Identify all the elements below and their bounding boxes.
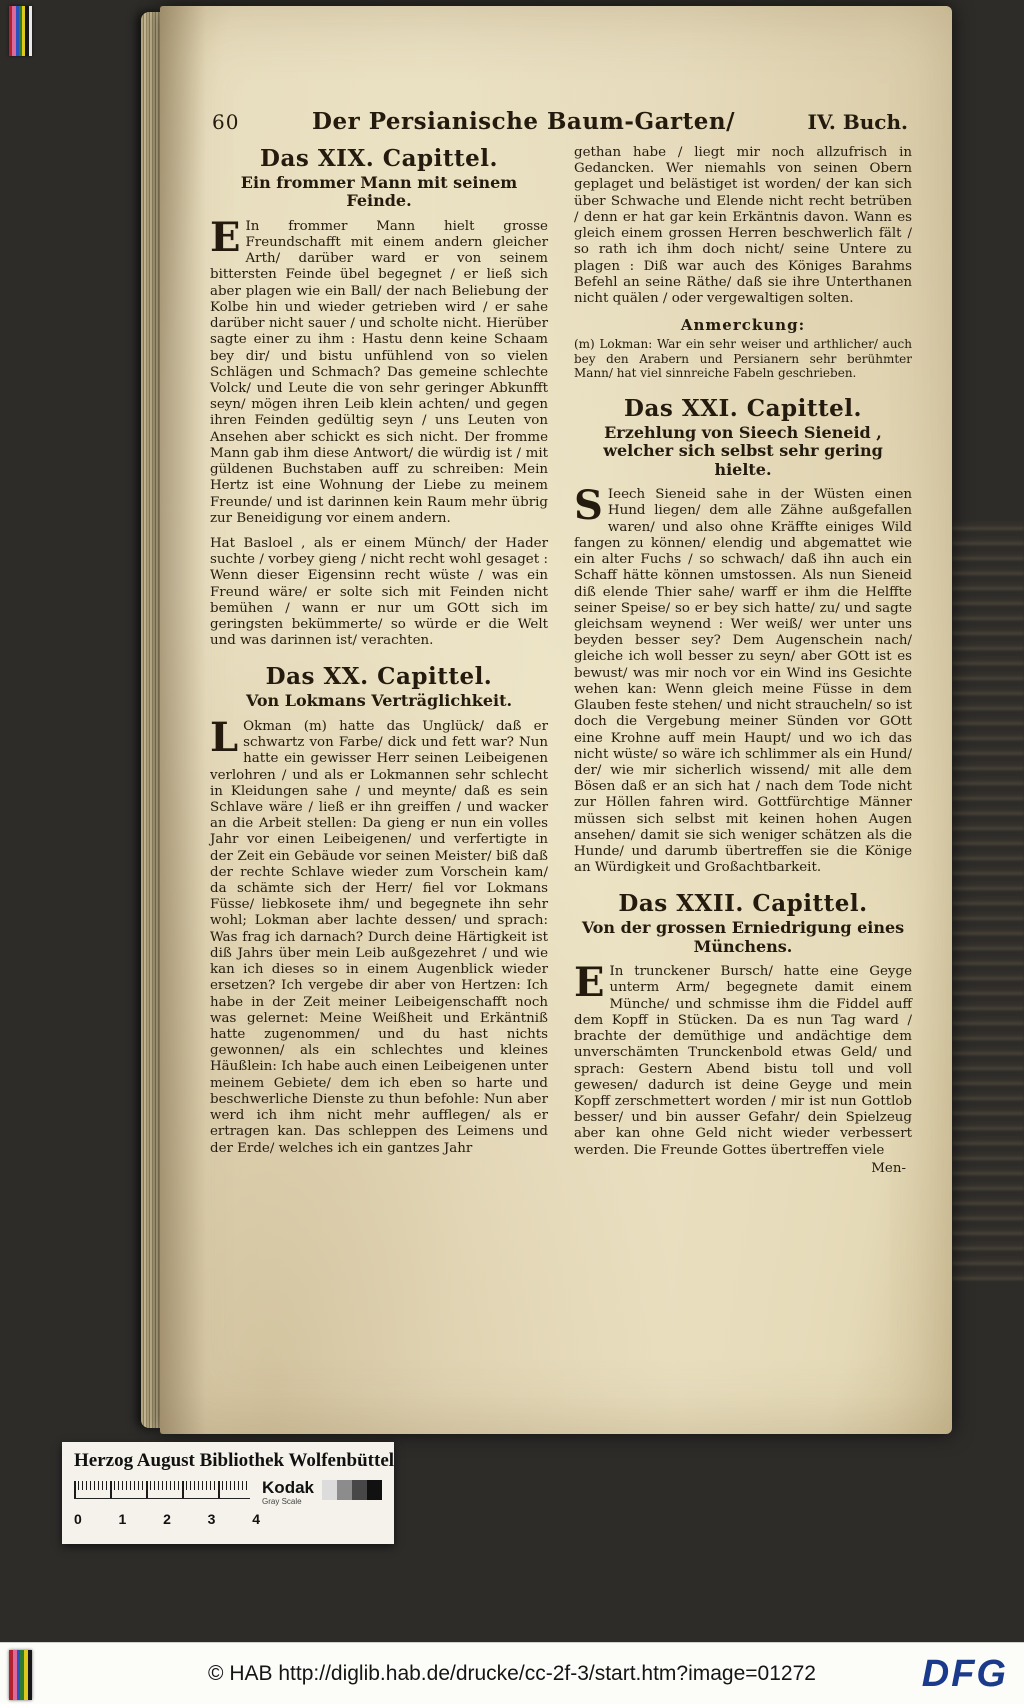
page-number: 60: [212, 110, 240, 134]
paragraph-text: In frommer Mann hielt grosse Freundschafft mit einem andern gleicher Arth/ darüber ward er von seinem bittersten Feinde übel begegnet / er ließ sich aber plagen wie ein Ball/ der nach Beliebung der Kolbe hin und wieder getrieben wird / er sahe darüber nicht sauer / und scholte nicht. Hierüber sagte einer zu ihm : Hastu denn keine Schaam bey dir/ und bistu unfühlend von so vielen Schlägen und Schmach? Das gemeine schlechte Volck/ und Leute die von sehr geringer Abkunfft seyn/ mögen ihren Leib klein achten/ und gegen ihren Feinden gedültig seyn / uns Leuten von Ansehen aber schickt es sich nicht. Der fromme Mann gab ihm diese Antwort/ die würdig ist / mit güldenen Buchstaben auff zu schreiben: Mein Hertz ist eine Wohnung der Liebe zu meinem Freunde/ und ist darinnen kein Raum mehr übrig zur Beneidigung vor einem andern.: [210, 218, 548, 526]
chapter-19-paragraph-1: [210, 213, 548, 527]
chapter-21-paragraph-1: [574, 482, 912, 876]
kodak-brand: Kodak: [262, 1478, 314, 1497]
chapter-19-heading: Das XIX. Capittel.: [260, 145, 498, 172]
scale-number: 4: [252, 1511, 260, 1527]
patch-light: [322, 1480, 337, 1500]
scale-number: 1: [118, 1511, 127, 1527]
drop-cap-initial: L: [210, 713, 239, 761]
chapter-22-heading: Das XXII. Capittel.: [618, 890, 868, 918]
running-head: [160, 6, 952, 135]
patch-mid: [337, 1480, 352, 1500]
footer-bar: [0, 1642, 1024, 1704]
paragraph-text: Ieech Sieneid sahe in der Wüsten einen Hund liegen/ dem alle Zähne außgefallen waren/ und also ohne Kräffte einiges Wild fangen zu können/ elendig und abgemattet wie ein alter Fuchs / so schwach/ daß ihn auch ein Schaff hätte können umstossen. Als nun Sieneid diß elende Thier sahe/ warff er ihm die Helffte seiner Speise/ so er bey sich hatte/ zu/ und sagte gleichsam weynend : Wer weiß/ wer unter uns beyden besser sey? Dem Augenschein nach/ gleiche ich woll besser zu seyn/ aber GOtt ist es bewust/ was mir noch vor ein Wind ins Gesichte wehen kan: Wenn gleich meine Füsse in dem Glauben feste stehen/ und nicht straucheln/ so ist doch die Vergebung meiner Sünden vor GOtt eine Krohne auff mein Haupt/ und wo ich das nicht wüste/ so wäre ich schlimmer als ein Hund/ der/ wie mir sicherlich wissend/ mit alle dem Bösen daß er an sich hat / nach dem Tode nicht zur Höllen fahren wird. Gottfürchtige Männer müssen sich selbst mit keinen hohen Augen ansehen/ damit sie sich weniger schätzen als die Hunde/ und darumb übertreffen sie die Könige an Würdigkeit und Großachtbarkeit.: [574, 487, 912, 876]
scale-number: 3: [207, 1511, 216, 1527]
chapter-20-continuation: gethan habe / liegt mir noch allzufrisch in Gedancken. Wer niemahls von seinen Obern geplaget und belästiget ist worden/ der kan sich über Schwache und Elende nicht recht betrüben / denn er hat gar kein Erkäntnis davon. Wann es gleich einem grossen Herren beschwerlich fält / so rath ich ihm doch nicht/ seine Untere zu plagen : Diß war auch des Königes Barahms Befehl an seine Räthe/ daß sie ihre Unterthanen nicht quälen / oder vergewaltigen solten.: [574, 145, 912, 306]
kodak-block: [262, 1479, 314, 1506]
annotation-text: (m) Lokman: War ein sehr weiser und arthlicher/ auch bey den Arabern und Persianern sehr berühmter Mann/ hat viel sinnreiche Fabeln geschrieben.: [574, 337, 912, 381]
scale-numbers: [74, 1511, 260, 1527]
calibration-bar-black: [28, 1650, 32, 1700]
show-through-text: [952, 520, 1024, 1280]
chapter-20-heading: Das XX. Capittel.: [265, 663, 493, 691]
chapter-19-paragraph-2: Hat Basloel , als er einem Münch/ der Hader suchte / vorbey gieng / nicht recht wohl gesaget : Wenn dieser Eigensinn recht wüste / was ein Freund wäre/ er solte sich mit Feinden nicht bemühen / wann er nur um GOtt sich im geringsten bekümmerte/ so würde er die Welt und was darinnen ist/ verachten.: [210, 535, 548, 649]
chapter-22-subheading: Von der grossen Erniedrigung eines Münchens.: [581, 918, 905, 956]
gray-scale-ruler-icon: [74, 1481, 250, 1499]
library-label: [62, 1442, 394, 1544]
patch-black: [367, 1480, 382, 1500]
kodak-scale-type: Gray Scale: [262, 1497, 302, 1506]
book-page: [160, 6, 952, 1434]
chapter-21-subheading: Erzehlung von Sieech Sieneid , welcher sich selbst sehr gering hielte.: [603, 423, 883, 479]
chapter-20-subheading: Von Lokmans Verträglichkeit.: [245, 691, 513, 711]
gray-scale-row: [74, 1479, 382, 1506]
running-title: Der Persianische Baum-Garten/: [312, 108, 735, 135]
patch-dark: [352, 1480, 367, 1500]
drop-cap-initial: S: [574, 482, 603, 530]
chapter-21-heading: Das XXI. Capittel.: [624, 395, 862, 423]
chapter-22-paragraph-1: [574, 959, 912, 1159]
paragraph-text: Okman (m) hatte das Unglück/ daß er schwartz von Farbe/ dick und fett war? Nun hatte ein gewisser Herr seinen Leibeigenen verlohren / und als er Lokmannen sehr schlecht in Kleidungen sahe / und meynte/ daß es sein Schlave wäre / ließ er ihn greiffen / und wacker an die Arbeit stellen: Da gieng er nun ein volles Jahr vor einen Leibeigenen/ und verfertigte in der Zeit ein Gebäude vor seinen Meister/ biß daß der rechte Schlave wieder zum Vorschein kam/ da schämte sich der Herr/ fiel vor Lokmans Füsse/ liebkosete ihm/ und begegnete ihn sehr wohl; Lokman aber lachte dessen/ und sprach: Was frag ich darnach? Durch deine Härtigkeit ist diß Jahrs über mein Leib außgezehret / und wie kan ich dieses so in einem Augenblick wieder ersetzen? Ich vergebe dir aber von Hertzen: Ich habe in der Zeit meiner Leibeigenschafft noch was gelernet: Meine Weißheit und Erkäntniß hatte zugenommen/ und du hast nichts gewonnen/ als ein schlechtes und kleines Häußlein: Ich habe auch einen Leibeigenen unter meinem Gebiete/ dem ich eben so harte und beschwerliche Dienste zu thun befohle: Nun aber werd ich ihm nicht mehr aufflegen/ als er ertragen kan. Das schleppen des Leimens und der Erde/ welches ich ein gantzes Jahr: [210, 718, 548, 1156]
drop-cap-initial: E: [210, 213, 241, 261]
catchword: Men-: [871, 1160, 906, 1176]
scale-number: 0: [74, 1511, 82, 1527]
scale-number: 2: [163, 1511, 171, 1527]
annotation-heading: Anmerckung:: [680, 316, 806, 335]
drop-cap-initial: E: [574, 959, 605, 1007]
color-calibration-strip-icon: [9, 1650, 32, 1700]
left-column: [210, 145, 548, 1425]
paragraph-text: In trunckener Bursch/ hatte eine Geyge unterm Arm/ begegnete damit einem Münche/ und schmisse ihm die Fiddel auff dem Kopff in Stücken. Da es nun Tag ward / brachte der demüthige und andächtige dem unverschämten Trunckenbold etwas Geld/ und sprach: Gestern Abend bistu toll und voll gewesen/ dadurch ist deine Geyge und mein Kopff zerschmettert worden / mir ist nun Gottlob besser/ und bin ausser Gefahr/ dein Spielzeug aber kan ohne Geld nicht wieder verbessert werden. Die Freunde Gottes übertreffen viele: [574, 964, 912, 1158]
calibration-bar-white: [29, 6, 32, 56]
text-columns: [160, 135, 952, 1425]
right-column: [574, 145, 912, 1425]
chapter-20-paragraph-1: [210, 713, 548, 1157]
library-name: Herzog August Bibliothek Wolfenbüttel: [74, 1450, 395, 1471]
chapter-19-subheading: Ein frommer Mann mit seinem Feinde.: [240, 173, 518, 211]
gray-patches-icon: [322, 1480, 382, 1500]
dfg-logo: DFG: [921, 1653, 1008, 1695]
book-part-label: IV. Buch.: [807, 110, 908, 134]
color-calibration-strip-icon: [9, 6, 32, 56]
copyright-line: © HAB http://diglib.hab.de/drucke/cc-2f-3/start.htm?image=01272: [208, 1661, 816, 1685]
